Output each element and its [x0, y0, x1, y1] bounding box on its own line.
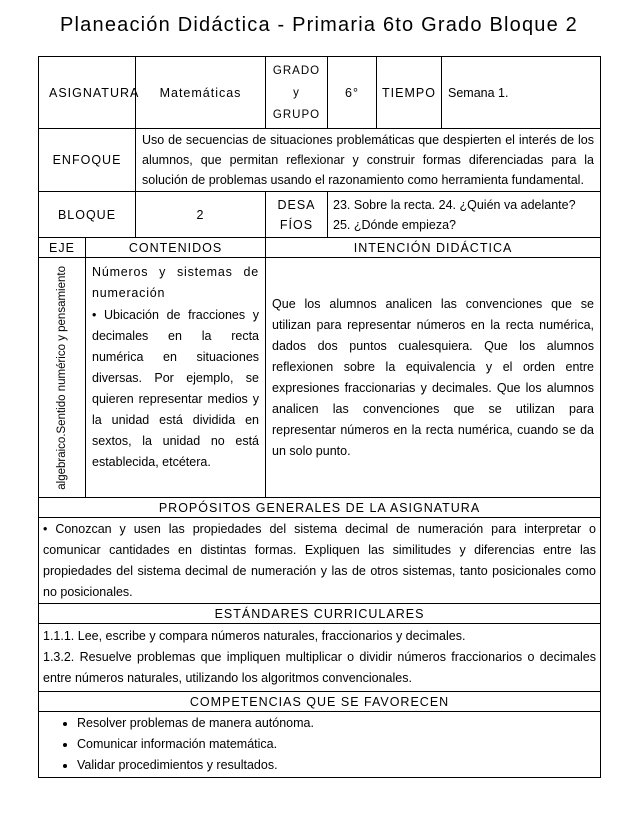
intencion-header: INTENCIÓN DIDÁCTICA: [266, 238, 601, 258]
contenidos-heading: Números y sistemas de numeración: [92, 265, 260, 300]
desafios-label: DESAFÍOS: [266, 192, 328, 238]
estandares-heading: ESTÁNDARES CURRICULARES: [39, 604, 601, 624]
competencias-heading: COMPETENCIAS QUE SE FAVORECEN: [39, 692, 601, 712]
eje-value: algebraico.Sentido numérico y pensamiento: [56, 265, 68, 490]
planeacion-table: [38, 56, 601, 778]
competencias-list: [39, 713, 600, 776]
bloque-label: BLOQUE: [39, 192, 136, 238]
intencion-text: Que los alumnos analicen las convenciones que se utilizan para representar números en la recta numérica, dados dos puntos cualesquiera. Que los alumnos reflexionen sobre la equivalencia y el orden entre expresiones fraccionarias y decimales. Que los alumnos analicen las convenciones que se utilizan para representar números en la recta numérica, cuando se da un solo punto.: [266, 258, 601, 498]
propositos-heading: PROPÓSITOS GENERALES DE LA ASIGNATURA: [39, 498, 601, 518]
page-title: Planeación Didáctica - Primaria 6to Grado Bloque 2: [59, 14, 579, 36]
estandar-item: 1.1.1. Lee, escribe y compara números naturales, fraccionarios y decimales.: [43, 629, 466, 643]
bloque-value: 2: [136, 192, 266, 238]
propositos-text: • Conozcan y usen las propiedades del sistema decimal de numeración para interpretar o comunicar cantidades en distintas formas. Expliquen las similitudes y diferencias entre las propiedades del sistema decimal de numeración y las de otros sistemas, tanto posicionales como no posicionales.: [39, 518, 601, 604]
list-item: • Comunicar información matemática.: [77, 734, 600, 755]
desafios-value: 23. Sobre la recta. 24. ¿Quién va adelante? 25. ¿Dónde empieza?: [328, 192, 601, 238]
eje-header: EJE: [39, 238, 86, 258]
contenidos-header: CONTENIDOS: [86, 238, 266, 258]
list-item: • Resolver problemas de manera autónoma.: [77, 713, 600, 734]
asignatura-value: Matemáticas: [136, 57, 266, 129]
tiempo-label: TIEMPO: [377, 57, 442, 129]
grado-value: 6°: [328, 57, 377, 129]
estandar-item: 1.3.2. Resuelve problemas que impliquen multiplicar o dividir números fraccionarios o decimales entre números naturales, utilizando los algoritmos convencionales.: [43, 650, 597, 685]
grado-label: GRADO y GRUPO: [266, 57, 328, 129]
enfoque-text: Uso de secuencias de situaciones problemáticas que despierten el interés de los alumnos, que permitan reflexionar y construir formas diferenciadas para la solución de problemas usando el razonamiento como herramienta fundamental.: [136, 129, 601, 192]
tiempo-value: Semana 1.: [442, 57, 601, 129]
enfoque-label: ENFOQUE: [39, 129, 136, 192]
contenidos-text: • Ubicación de fracciones y decimales en la recta numérica en situaciones diversas. Por ejemplo, se quieren representar medios y la unidad está dividida en sextos, la unidad no está establecida, etcétera.: [92, 308, 260, 469]
list-item: • Validar procedimientos y resultados.: [77, 755, 600, 776]
asignatura-label: ASIGNATURA: [39, 57, 136, 129]
